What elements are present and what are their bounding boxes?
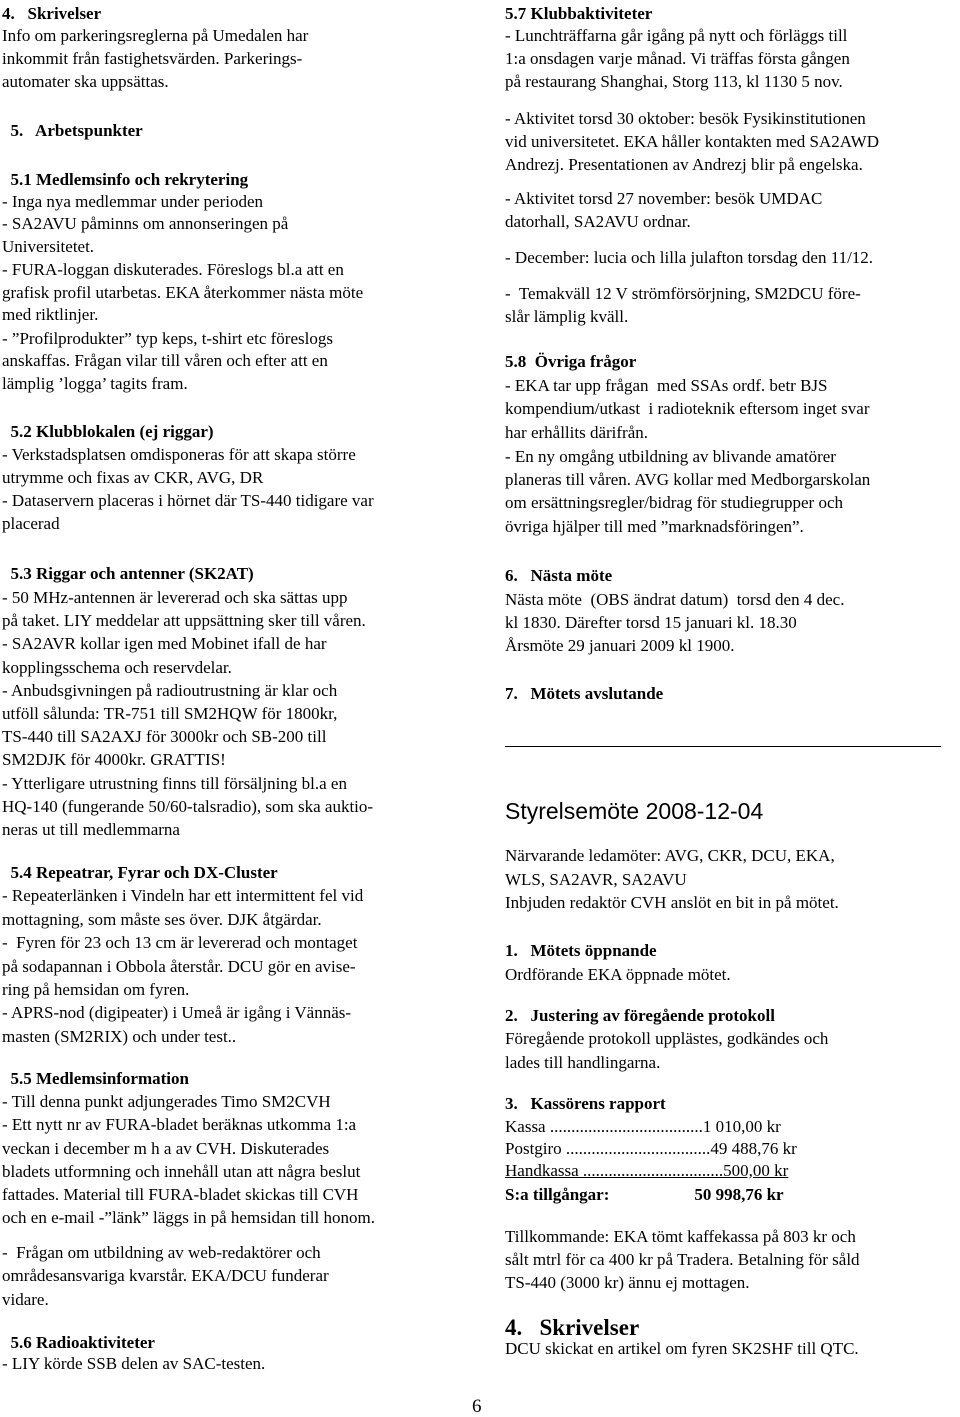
left-text-line: - Frågan om utbildning av web-redaktörer och [2, 1243, 321, 1262]
left-text-line: bladets utformning och innehåll utan att några beslut [2, 1162, 361, 1181]
left-text-line: lämplig ’logga’ tagits fram. [2, 374, 188, 393]
right-text-line: Andrezj. Presentationen av Andrezj blir på engelska. [505, 155, 863, 174]
left-text-line: - Fyren för 23 och 13 cm är levererad och montaget [2, 933, 358, 952]
right-section-heading: S:a tillgångar: 50 998,76 kr [505, 1185, 784, 1204]
right-text-line: om ersättningsregler/bidrag för studiegrupper och [505, 493, 844, 512]
left-section-heading: 5.2 Klubblokalen (ej riggar) [2, 422, 214, 441]
right-section-heading: 6. Nästa möte [505, 566, 613, 585]
left-text-line: - SA2AVU påminns om annonseringen på [2, 214, 289, 233]
right-section-heading: 7. Mötets avslutande [505, 684, 664, 703]
right-section-heading: 4. Skrivelser [505, 1315, 640, 1340]
right-text-line: Handkassa .................................500,00 kr [505, 1161, 789, 1180]
left-text-line: neras ut till medlemmarna [2, 820, 180, 839]
left-text-line: Universitetet. [2, 237, 95, 256]
left-text-line: kopplingsschema och reservdelar. [2, 658, 232, 677]
right-text-line: - Temakväll 12 V strömförsörjning, SM2DCU före- [505, 284, 861, 303]
left-text-line: HQ-140 (fungerande 50/60-talsradio), som ska auktio- [2, 797, 374, 816]
right-text-line: TS-440 (3000 kr) ännu ej mottagen. [505, 1273, 750, 1292]
left-text-line: - APRS-nod (digipeater) i Umeå är igång i Vännäs- [2, 1003, 352, 1022]
right-text-line: Föregående protokoll upplästes, godkändes och [505, 1029, 829, 1048]
left-text-line: masten (SM2RIX) och under test.. [2, 1027, 237, 1046]
section-divider [505, 746, 941, 747]
left-text-line: - Till denna punkt adjungerades Timo SM2CVH [2, 1092, 331, 1111]
left-text-line: på sodapannan i Obbola återstår. DCU gör en avise- [2, 957, 356, 976]
left-text-line: - FURA-loggan diskuterades. Föreslogs bl.a att en [2, 260, 344, 279]
left-text-line: områdesansvariga kvarstår. EKA/DCU funderar [2, 1266, 329, 1285]
right-text-line: sålt mtrl för ca 400 kr på Tradera. Betalning för såld [505, 1250, 860, 1269]
left-text-line: och en e-mail -”länk” läggs in på hemsidan till honom. [2, 1208, 375, 1227]
left-section-heading: 5.6 Radioaktiviteter [2, 1333, 155, 1352]
right-text-line: - EKA tar upp frågan med SSAs ordf. betr BJS [505, 376, 828, 395]
left-text-line: - Dataservern placeras i hörnet där TS-440 tidigare var [2, 491, 374, 510]
left-section-heading: 4. Skrivelser [2, 4, 102, 23]
left-text-line: veckan i december m h a av CVH. Diskuterades [2, 1139, 330, 1158]
right-text-line: Ordförande EKA öppnade mötet. [505, 965, 731, 984]
right-text-line: lades till handlingarna. [505, 1053, 661, 1072]
right-section-heading: 1. Mötets öppnande [505, 941, 657, 960]
right-text-line: - Aktivitet torsd 27 november: besök UMDAC [505, 189, 823, 208]
right-text-line: Inbjuden redaktör CVH anslöt en bit in på mötet. [505, 893, 839, 912]
left-text-line: - SA2AVR kollar igen med Mobinet ifall de har [2, 634, 327, 653]
right-text-line: 1:a onsdagen varje månad. Vi träffas första gången [505, 49, 850, 68]
right-text-line: övriga hjälper till med ”marknadsföringen”. [505, 517, 804, 536]
meeting-title: Styrelsemöte 2008-12-04 [505, 798, 764, 824]
right-text-line: WLS, SA2AVR, SA2AVU [505, 870, 687, 889]
right-text-line: har erhållits därifrån. [505, 423, 649, 442]
left-section-heading: 5.4 Repeatrar, Fyrar och DX-Cluster [2, 863, 278, 882]
left-text-line: grafisk profil utarbetas. EKA återkommer nästa möte [2, 283, 364, 302]
left-text-line: ring på hemsidan om fyren. [2, 980, 190, 999]
right-text-line: Nästa möte (OBS ändrat datum) torsd den 4 dec. [505, 590, 845, 609]
left-text-line: SM2DJK för 4000kr. GRATTIS! [2, 750, 226, 769]
right-text-line: Kassa ....................................1 010,00 kr [505, 1117, 781, 1136]
left-text-line: inkommit från fastighetsvärden. Parkerings- [2, 49, 303, 68]
right-section-heading: 5.7 Klubbaktiviteter [505, 4, 653, 23]
left-text-line: - LIY körde SSB delen av SAC-testen. [2, 1354, 266, 1373]
left-text-line: Info om parkeringsreglerna på Umedalen har [2, 26, 309, 45]
right-text-line: Tillkommande: EKA tömt kaffekassa på 803 kr och [505, 1227, 856, 1246]
right-section-heading: 2. Justering av föregående protokoll [505, 1006, 775, 1025]
left-section-heading: 5. Arbetspunkter [2, 121, 143, 140]
left-text-line: - ”Profilprodukter” typ keps, t-shirt etc föreslogs [2, 329, 333, 348]
left-text-line: utrymme och fixas av CKR, AVG, DR [2, 468, 264, 487]
left-text-line: utföll sålunda: TR-751 till SM2HQW för 1800kr, [2, 704, 338, 723]
right-section-heading: 5.8 Övriga frågor [505, 352, 637, 371]
left-section-heading: 5.5 Medlemsinformation [2, 1069, 189, 1088]
right-text-line: slår lämplig kväll. [505, 307, 629, 326]
left-text-line: - Verkstadsplatsen omdisponeras för att skapa större [2, 445, 356, 464]
right-text-line: DCU skickat en artikel om fyren SK2SHF till QTC. [505, 1339, 859, 1358]
right-text-line: på restaurang Shanghai, Storg 113, kl 1130 5 nov. [505, 72, 843, 91]
right-text-line: datorhall, SA2AVU ordnar. [505, 212, 691, 231]
left-text-line: vidare. [2, 1290, 49, 1309]
right-text-line: Årsmöte 29 januari 2009 kl 1900. [505, 636, 735, 655]
right-text-line: Närvarande ledamöter: AVG, CKR, DCU, EKA, [505, 846, 835, 865]
left-text-line: mottagning, som måste ses över. DJK åtgärdar. [2, 910, 322, 929]
page-number: 6 [472, 1396, 482, 1417]
right-text-line: - December: lucia och lilla julafton torsdag den 11/12. [505, 248, 874, 267]
right-text-line: kl 1830. Därefter torsd 15 januari kl. 18.30 [505, 613, 797, 632]
left-text-line: med riktlinjer. [2, 305, 99, 324]
left-section-heading: 5.1 Medlemsinfo och rekrytering [2, 170, 249, 189]
left-text-line: - Anbudsgivningen på radioutrustning är klar och [2, 681, 338, 700]
left-text-line: automater ska uppsättas. [2, 72, 169, 91]
left-text-line: - Inga nya medlemmar under perioden [2, 192, 264, 211]
right-text-line: planeras till våren. AVG kollar med Medborgarskolan [505, 470, 871, 489]
left-text-line: TS-440 till SA2AXJ för 3000kr och SB-200 till [2, 727, 327, 746]
left-text-line: - Repeaterlänken i Vindeln har ett intermittent fel vid [2, 886, 364, 905]
right-text-line: - Lunchträffarna går igång på nytt och förläggs till [505, 26, 848, 45]
left-text-line: - 50 MHz-antennen är levererad och ska sättas upp [2, 588, 348, 607]
left-text-line: fattades. Material till FURA-bladet skickas till CVH [2, 1185, 359, 1204]
left-text-line: anskaffas. Frågan vilar till våren och efter att en [2, 351, 328, 370]
right-text-line: kompendium/utkast i radioteknik eftersom inget svar [505, 399, 870, 418]
left-text-line: - Ytterligare utrustning finns till försäljning bl.a en [2, 774, 347, 793]
right-text-line: Postgiro ..................................49 488,76 kr [505, 1139, 797, 1158]
left-text-line: placerad [2, 514, 60, 533]
right-text-line: vid universitetet. EKA håller kontakten med SA2AWD [505, 132, 879, 151]
right-text-line: - Aktivitet torsd 30 oktober: besök Fysikinstitutionen [505, 109, 866, 128]
right-text-line: - En ny omgång utbildning av blivande amatörer [505, 447, 836, 466]
left-section-heading: 5.3 Riggar och antenner (SK2AT) [2, 564, 254, 583]
left-text-line: - Ett nytt nr av FURA-bladet beräknas utkomma 1:a [2, 1115, 357, 1134]
right-section-heading: 3. Kassörens rapport [505, 1094, 666, 1113]
left-text-line: på taket. LIY meddelar att uppsättning sker till våren. [2, 611, 366, 630]
